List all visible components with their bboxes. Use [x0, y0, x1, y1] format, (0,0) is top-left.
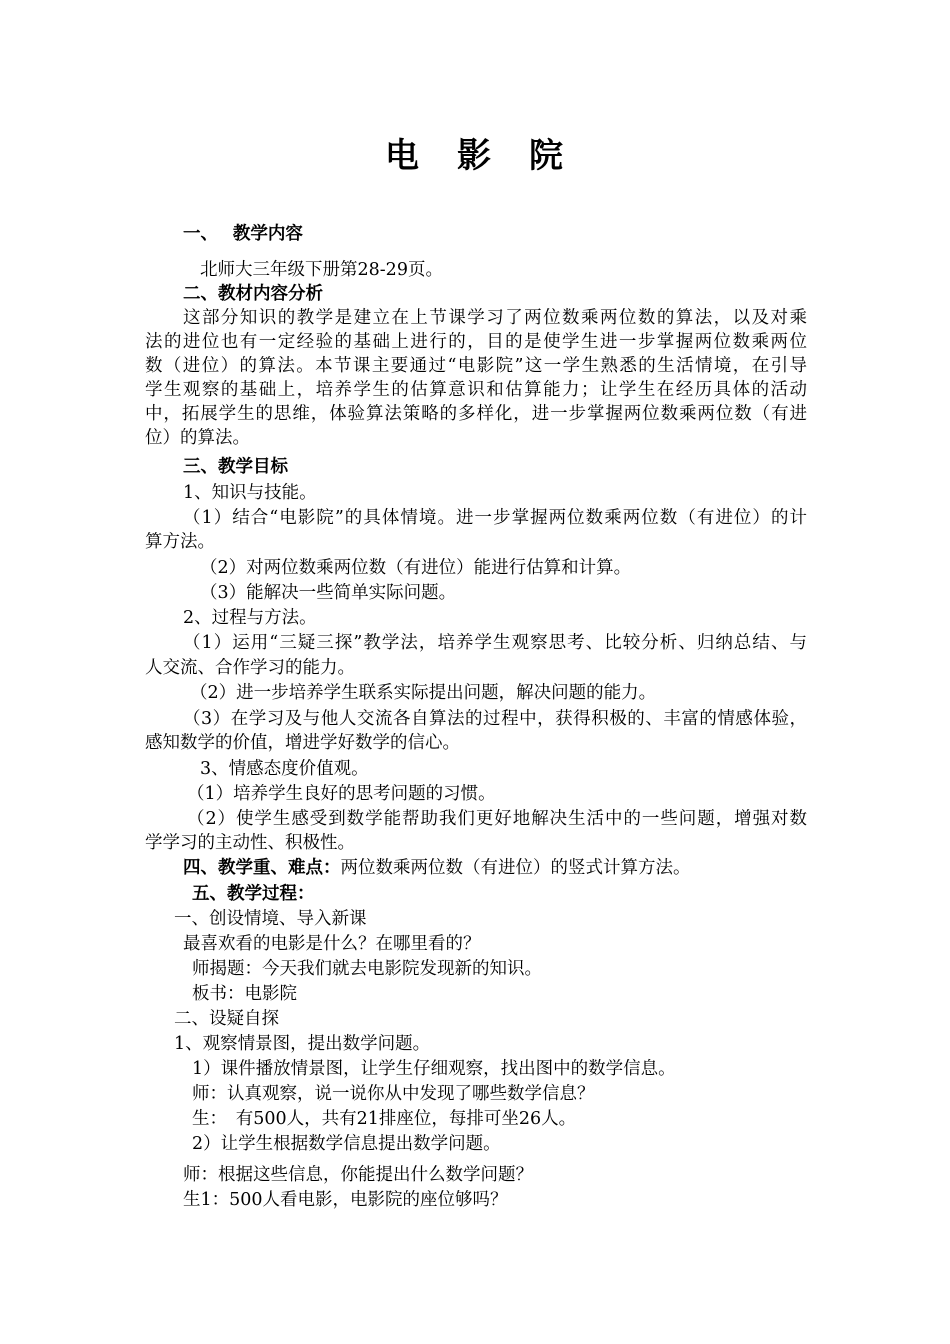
paragraph-line: 数（进位）的算法。本节课主要通过“电影院”这一学生熟悉的生活情境，在引导 [145, 356, 807, 376]
paragraph-line: （2）对两位数乘两位数（有进位）能进行估算和计算。 [200, 558, 632, 578]
paragraph-line: 1）课件播放情景图，让学生仔细观察，找出图中的数学信息。 [192, 1059, 676, 1079]
paragraph-line: 二、设疑自探 [174, 1009, 279, 1029]
paragraph-line: （2）进一步培养学生联系实际提出问题，解决问题的能力。 [190, 683, 657, 703]
heading-3: 三、教学目标 [183, 457, 288, 477]
paragraph-line: 北师大三年级下册第28-29页。 [200, 260, 443, 280]
paragraph-line: （3）能解决一些简单实际问题。 [200, 583, 457, 603]
paragraph-line: 1、知识与技能。 [183, 483, 317, 503]
paragraph-line: 1、观察情景图，提出数学问题。 [174, 1034, 431, 1054]
paragraph-line: 中，拓展学生的思维，体验算法策略的多样化，进一步掌握两位数乘两位数（有进 [145, 404, 807, 424]
heading-4-line [183, 856, 691, 880]
paragraph-line: 2）让学生根据数学信息提出数学问题。 [192, 1134, 501, 1154]
paragraph-line: （1）运用“三疑三探”教学法，培养学生观察思考、比较分析、归纳总结、与 [183, 633, 807, 653]
paragraph-line: 位）的算法。 [145, 428, 250, 448]
paragraph-line: 生： 有500人，共有21排座位，每排可坐26人。 [192, 1109, 577, 1129]
paragraph-line: 学学习的主动性、积极性。 [145, 833, 355, 853]
paragraph-line: 2、过程与方法。 [183, 608, 317, 628]
heading-2: 二、教材内容分析 [183, 284, 323, 304]
paragraph-line: 师：认真观察，说一说你从中发现了哪些数学信息？ [192, 1084, 595, 1104]
paragraph-line: 最喜欢看的电影是什么？在哪里看的？ [183, 934, 481, 954]
heading-4-text: 两位数乘两位数（有进位）的竖式计算方法。 [340, 858, 691, 878]
paragraph-line: （3）在学习及与他人交流各自算法的过程中，获得积极的、丰富的情感体验， [183, 709, 807, 729]
paragraph-line: （1）培养学生良好的思考问题的习惯。 [187, 784, 496, 804]
paragraph-line: 人交流、合作学习的能力。 [145, 658, 355, 678]
paragraph-line: 感知数学的价值，增进学好数学的信心。 [145, 733, 460, 753]
paragraph-line: （1）结合“电影院”的具体情境。进一步掌握两位数乘两位数（有进位）的计 [183, 508, 807, 528]
heading-4: 四、教学重、难点： [183, 858, 341, 878]
paragraph-line: 这部分知识的教学是建立在上节课学习了两位数乘两位数的算法，以及对乘 [183, 308, 807, 328]
paragraph-line: 学生观察的基础上，培养学生的估算意识和估算能力；让学生在经历具体的活动 [145, 380, 807, 400]
document-title: 电 影 院 [385, 136, 565, 176]
paragraph-line: （2）使学生感受到数学能帮助我们更好地解决生活中的一些问题，增强对数 [187, 809, 807, 829]
heading-1: 一、 教学内容 [183, 224, 303, 244]
paragraph-line: 算方法。 [145, 532, 215, 552]
paragraph-line: 板书：电影院 [192, 984, 297, 1004]
heading-5: 五、教学过程： [192, 884, 315, 904]
paragraph-line: 师揭题：今天我们就去电影院发现新的知识。 [192, 959, 542, 979]
paragraph-line: 3、情感态度价值观。 [200, 759, 369, 779]
paragraph-line: 法的进位也有一定经验的基础上进行的，目的是使学生进一步掌握两位数乘两位 [145, 332, 807, 352]
paragraph-line: 生1：500人看电影，电影院的座位够吗？ [183, 1190, 508, 1210]
paragraph-line: 一、创设情境、导入新课 [174, 909, 367, 929]
paragraph-line: 师：根据这些信息，你能提出什么数学问题？ [183, 1165, 533, 1185]
